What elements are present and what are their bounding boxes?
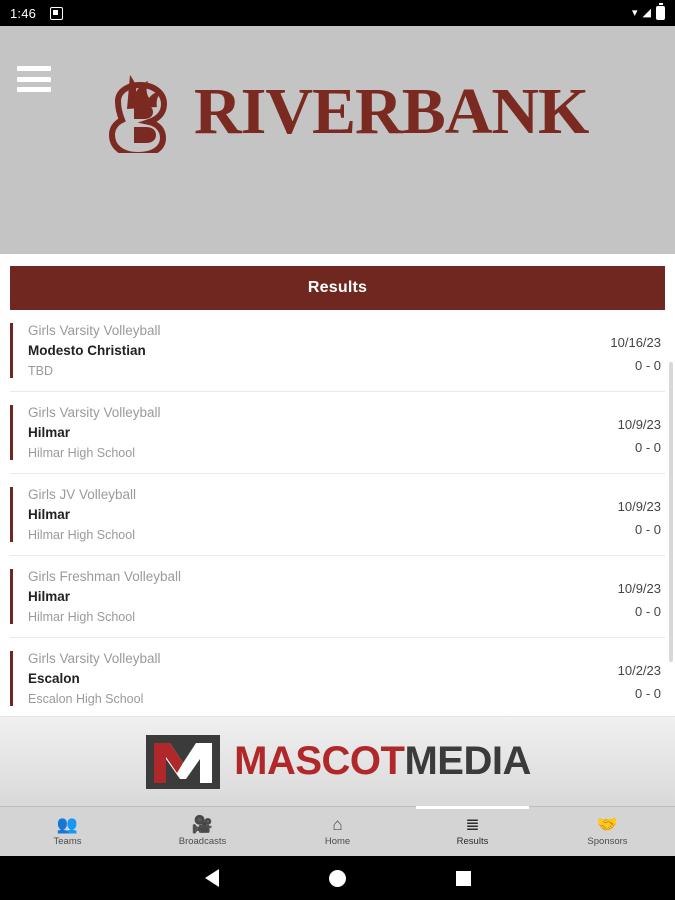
- table-row[interactable]: [10, 310, 665, 392]
- game-meta: [583, 323, 661, 373]
- tab-label: Home: [324, 836, 351, 847]
- video-camera-icon: 🎥: [191, 815, 214, 834]
- game-venue: Escalon High School: [28, 692, 144, 706]
- game-date: 10/9/23: [617, 499, 661, 514]
- game-opponent: Hilmar: [28, 425, 71, 440]
- table-row[interactable]: [10, 556, 665, 638]
- battery-icon: [656, 6, 665, 20]
- results-list[interactable]: [10, 310, 665, 716]
- game-venue: Hilmar High School: [28, 446, 135, 460]
- game-date: 10/16/23: [610, 335, 661, 350]
- tab-results[interactable]: [405, 807, 540, 856]
- game-score: 0 - 0: [634, 358, 661, 373]
- row-accent-bar: [10, 487, 13, 542]
- row-accent-bar: [10, 405, 13, 460]
- school-banner: [0, 26, 675, 254]
- game-score: 0 - 0: [634, 604, 661, 619]
- tab-sponsors[interactable]: [540, 807, 675, 856]
- table-row[interactable]: [10, 392, 665, 474]
- hamburger-line: [17, 66, 51, 71]
- sponsor-banner[interactable]: [0, 716, 675, 806]
- game-venue: Hilmar High School: [28, 610, 135, 624]
- back-triangle-icon[interactable]: [205, 869, 219, 887]
- game-meta: [583, 405, 661, 455]
- people-icon: 👥: [56, 815, 79, 834]
- home-icon: ⌂: [332, 815, 343, 834]
- tab-home[interactable]: [270, 807, 405, 856]
- game-details: [28, 487, 583, 542]
- home-circle-icon[interactable]: [329, 870, 346, 887]
- hamburger-menu-icon[interactable]: [17, 66, 51, 92]
- game-opponent: Hilmar: [28, 507, 71, 522]
- game-score: 0 - 0: [634, 686, 661, 701]
- game-sport: Girls Varsity Volleyball: [28, 651, 161, 666]
- game-date: 10/9/23: [617, 417, 661, 432]
- game-details: [28, 323, 583, 378]
- game-score: 0 - 0: [634, 522, 661, 537]
- row-accent-bar: [10, 323, 13, 378]
- hamburger-line: [17, 87, 51, 92]
- school-name: RIVERBANK: [194, 75, 589, 148]
- tab-label: Teams: [53, 836, 82, 847]
- game-venue: Hilmar High School: [28, 528, 135, 542]
- list-icon: ≣: [465, 815, 480, 834]
- game-venue: TBD: [28, 364, 53, 378]
- sd-card-icon: [50, 7, 63, 20]
- game-sport: Girls Varsity Volleyball: [28, 323, 161, 338]
- handshake-icon: 🤝: [596, 815, 619, 834]
- tab-teams[interactable]: [0, 807, 135, 856]
- wifi-icon: ▾: [632, 6, 638, 19]
- recents-square-icon[interactable]: [456, 871, 471, 886]
- game-details: [28, 405, 583, 460]
- hamburger-line: [17, 77, 51, 82]
- game-date: 10/9/23: [617, 581, 661, 596]
- signal-icon: ◢: [642, 6, 651, 19]
- table-row[interactable]: [10, 474, 665, 556]
- game-details: [28, 651, 583, 706]
- tab-label: Results: [456, 836, 489, 847]
- tab-label: Broadcasts: [178, 836, 227, 847]
- game-sport: Girls Freshman Volleyball: [28, 569, 182, 584]
- status-clock: 1:46: [10, 5, 37, 21]
- mascot-media-m-logo: [144, 733, 222, 791]
- tab-label: Sponsors: [587, 836, 628, 847]
- game-sport: Girls Varsity Volleyball: [28, 405, 161, 420]
- row-accent-bar: [10, 569, 13, 624]
- game-score: 0 - 0: [634, 440, 661, 455]
- row-accent-bar: [10, 651, 13, 706]
- game-meta: [583, 651, 661, 701]
- sponsor-name-part1: MASCOT: [234, 739, 405, 783]
- android-nav-bar: [0, 856, 675, 900]
- bottom-tab-bar: [0, 806, 675, 856]
- results-section: [0, 254, 675, 716]
- school-identity: [100, 71, 588, 153]
- sponsor-name: [234, 739, 531, 784]
- game-details: [28, 569, 583, 624]
- vertical-scrollbar[interactable]: [669, 362, 673, 662]
- bruin-mascot-logo: [100, 71, 180, 153]
- status-bar: [0, 0, 675, 26]
- results-title: Results: [10, 266, 665, 310]
- game-meta: [583, 569, 661, 619]
- game-opponent: Hilmar: [28, 589, 71, 604]
- game-date: 10/2/23: [617, 663, 661, 678]
- game-opponent: Escalon: [28, 671, 80, 686]
- status-bar-right: [632, 6, 665, 20]
- table-row[interactable]: [10, 638, 665, 716]
- game-opponent: Modesto Christian: [28, 343, 146, 358]
- sponsor-name-part2: MEDIA: [404, 739, 531, 783]
- game-sport: Girls JV Volleyball: [28, 487, 137, 502]
- status-bar-left: [10, 6, 63, 21]
- game-meta: [583, 487, 661, 537]
- tab-broadcasts[interactable]: [135, 807, 270, 856]
